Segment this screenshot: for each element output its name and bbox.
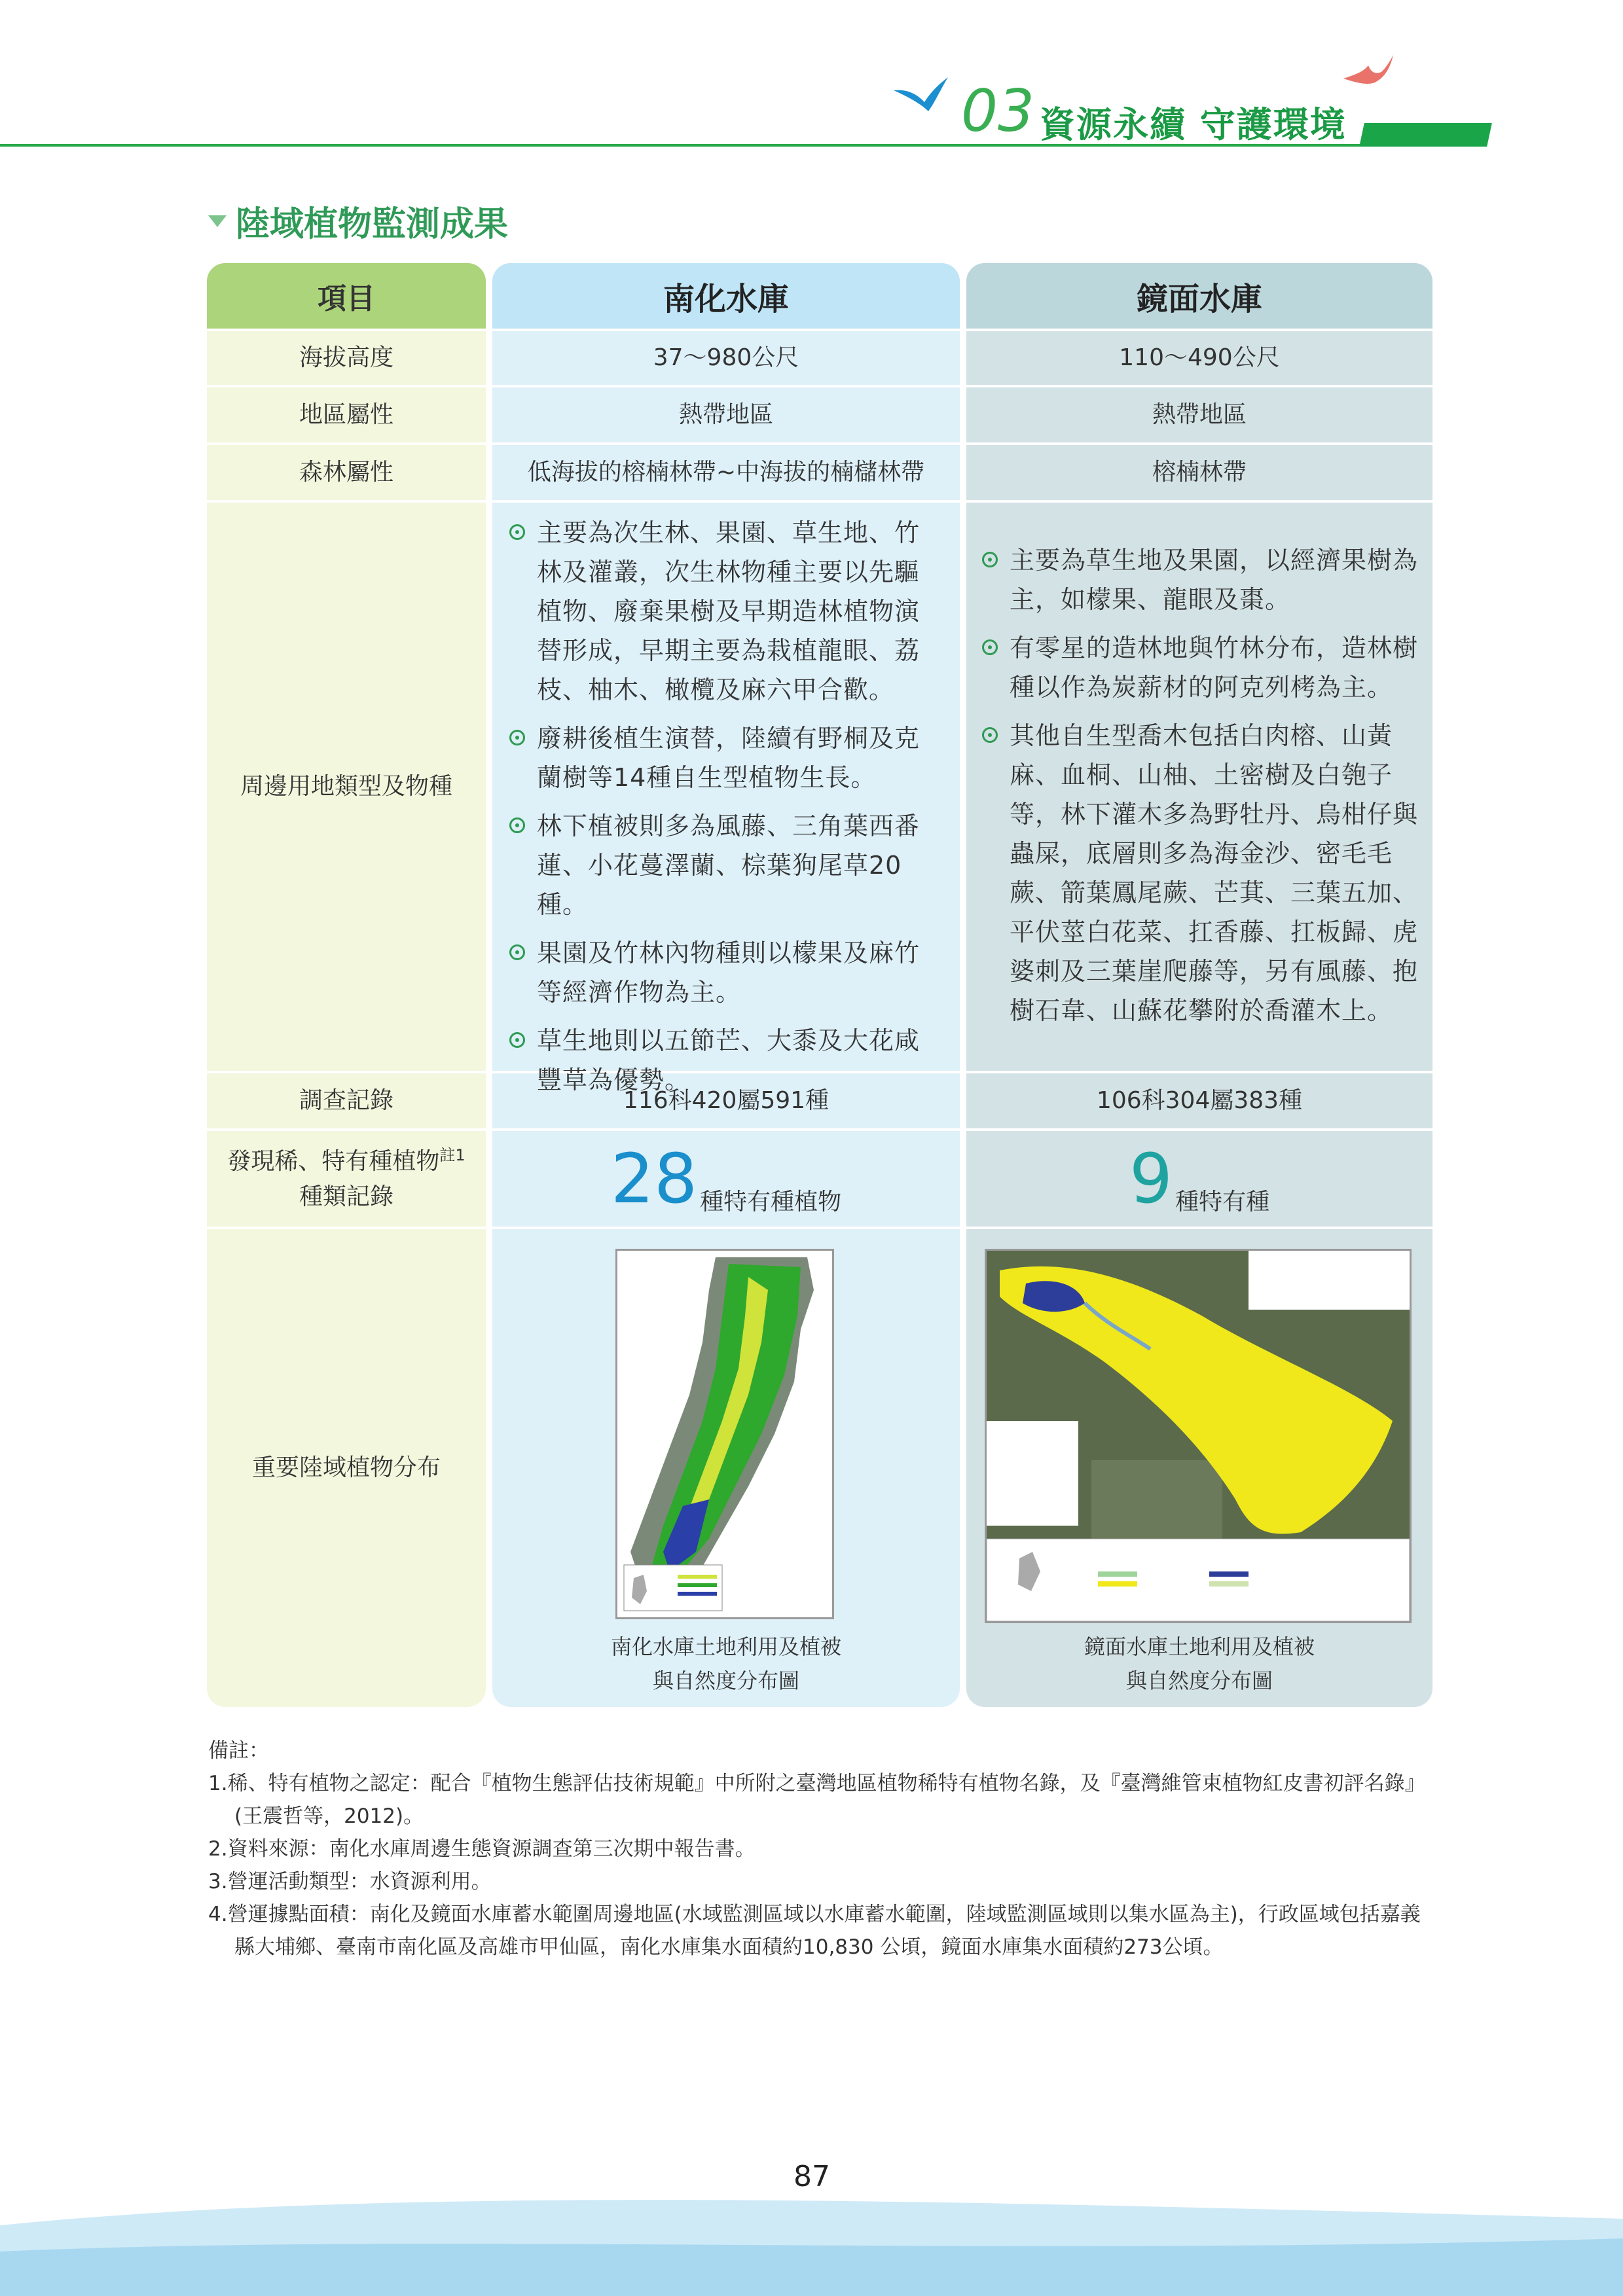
- jingmian-forest: 榕楠林帶: [1152, 459, 1247, 486]
- page-number: 87: [793, 2160, 830, 2193]
- bullet-icon: [982, 727, 998, 743]
- jingmian-rare: [966, 1131, 1432, 1227]
- notes-title: 備註：: [208, 1739, 269, 1763]
- note-item: 2.資料來源：南化水庫周邊生態資源調查第三次期中報告書。: [208, 1837, 756, 1861]
- nanhua-region: 熱帶地區: [678, 401, 773, 428]
- bullet-icon: [509, 817, 525, 833]
- footer-wave: [0, 2186, 1623, 2296]
- section-title: [208, 196, 508, 245]
- list-item: 主要為次生林、果園、草生地、竹林及灌叢，次生林物種主要以先驅植物、廢棄果樹及早期造林植物演替形成，早期主要為栽植龍眼、荔枝、柚木、橄欖及麻六甲合歡。: [509, 513, 941, 709]
- section-title-text: 陸域植物監測成果: [236, 205, 509, 244]
- row-label-surroundings: 周邊用地類型及物種: [240, 773, 452, 800]
- header-jingmian: 鏡面水庫: [966, 263, 1432, 329]
- row-label-region: 地區屬性: [299, 401, 393, 428]
- swallow-icon-red: [1342, 52, 1395, 93]
- header-accent-bar: [1359, 123, 1492, 147]
- header-item: 項目: [207, 263, 486, 329]
- bullet-icon: [982, 639, 998, 655]
- jingmian-vegetation-map: [985, 1249, 1412, 1623]
- bullet-icon: [982, 552, 998, 567]
- row-label-altitude: 海拔高度: [299, 344, 393, 371]
- chapter-number: 03: [961, 77, 1034, 145]
- row-label-distribution: 重要陸域植物分布: [251, 1454, 441, 1481]
- nanhua-map-caption: 南化水庫土地利用及植被 與自然度分布圖: [610, 1634, 841, 1693]
- row-label-forest: 森林屬性: [299, 459, 393, 486]
- row-label-rare: [207, 1131, 486, 1227]
- bullet-icon: [509, 524, 525, 540]
- notes-section: [208, 1734, 1439, 1964]
- nanhua-forest: 低海拔的榕楠林帶~中海拔的楠櫧林帶: [527, 459, 925, 486]
- jingmian-map-graphic: [987, 1251, 1410, 1621]
- note-item: 3.營運活動類型：水資源利用。: [208, 1870, 492, 1893]
- jingmian-rare-text: 種特有種: [1175, 1189, 1270, 1215]
- rare-label-line2: 種類記錄: [299, 1183, 393, 1210]
- list-item: 其他自生型喬木包括白肉榕、山黃麻、血桐、山柚、土密樹及白匏子等，林下灌木多為野牡丹、烏柑仔與蟲屎，底層則多為海金沙、密毛毛蕨、箭葉鳳尾蕨、芒萁、三葉五加、平伏莖白花菜、扛香藤、扛板歸、虎婆刺及三葉崖爬藤等，另有風藤、抱樹石韋、山蘇花攀附於喬灌木上。: [982, 716, 1418, 1030]
- nanhua-rare-count: 28: [610, 1139, 698, 1219]
- chapter-title: 資源永續 守護環境: [1040, 104, 1347, 145]
- list-item: 主要為草生地及果園，以經濟果樹為主，如檬果、龍眼及棗。: [982, 541, 1418, 619]
- list-item: 果園及竹林內物種則以檬果及麻竹等經濟作物為主。: [509, 933, 941, 1012]
- note-item: 4.營運據點面積：南化及鏡面水庫蓄水範圍周邊地區(水域監測區域以水庫蓄水範圍，陸域監測區域則以集水區為主)，行政區域包括嘉義縣大埔鄉、臺南市南化區及高雄市甲仙區，南化水庫集水面積約10,830 公頃，鏡面水庫集水面積約273公頃。: [208, 1903, 1421, 1959]
- jingmian-map-caption: 鏡面水庫土地利用及植被 與自然度分布圖: [1084, 1634, 1315, 1693]
- bullet-icon: [509, 730, 525, 745]
- note-item: 1.稀、特有植物之認定：配合『植物生態評估技術規範』中所附之臺灣地區植物稀特有植物名錄，及『臺灣維管束植物紅皮書初評名錄』(王震哲等，2012)。: [208, 1772, 1425, 1828]
- swallow-icon-blue: [890, 71, 949, 117]
- jingmian-surroundings-list: [982, 541, 1418, 1039]
- nanhua-vegetation-map: [615, 1249, 834, 1619]
- triangle-down-icon: [208, 215, 227, 227]
- list-item: 有零星的造林地與竹林分布，造林樹種以作為炭薪材的阿克列栲為主。: [982, 628, 1418, 707]
- row-label-survey: 調查記錄: [299, 1087, 393, 1114]
- rare-label-line1: 發現稀、特有種植物$^{註1}$: [227, 1145, 465, 1175]
- nanhua-map-graphic: [617, 1251, 832, 1617]
- nanhua-altitude: 37～980公尺: [653, 344, 799, 371]
- jingmian-region: 熱帶地區: [1152, 401, 1247, 428]
- list-item: 草生地則以五節芒、大黍及大花咸豐草為優勢。: [509, 1021, 941, 1100]
- list-item: 廢耕後植生演替，陸續有野桐及克蘭樹等14種自生型植物生長。: [509, 719, 941, 797]
- note-ref: 註1: [439, 1145, 465, 1164]
- jingmian-rare-count: 9: [1129, 1139, 1173, 1219]
- nanhua-rare-text: 種特有種植物: [700, 1189, 842, 1215]
- list-item: 林下植被則多為風藤、三角葉西番蓮、小花蔓澤蘭、棕葉狗尾草20種。: [509, 806, 941, 924]
- header-nanhua: 南化水庫: [492, 263, 960, 329]
- nanhua-surroundings-list: [509, 513, 941, 1109]
- nanhua-survey: 116科420屬591種: [623, 1087, 830, 1114]
- bullet-icon: [509, 1032, 525, 1048]
- jingmian-survey: 106科304屬383種: [1096, 1087, 1303, 1114]
- bullet-icon: [509, 944, 525, 960]
- nanhua-rare: [492, 1131, 960, 1227]
- jingmian-altitude: 110～490公尺: [1119, 344, 1280, 371]
